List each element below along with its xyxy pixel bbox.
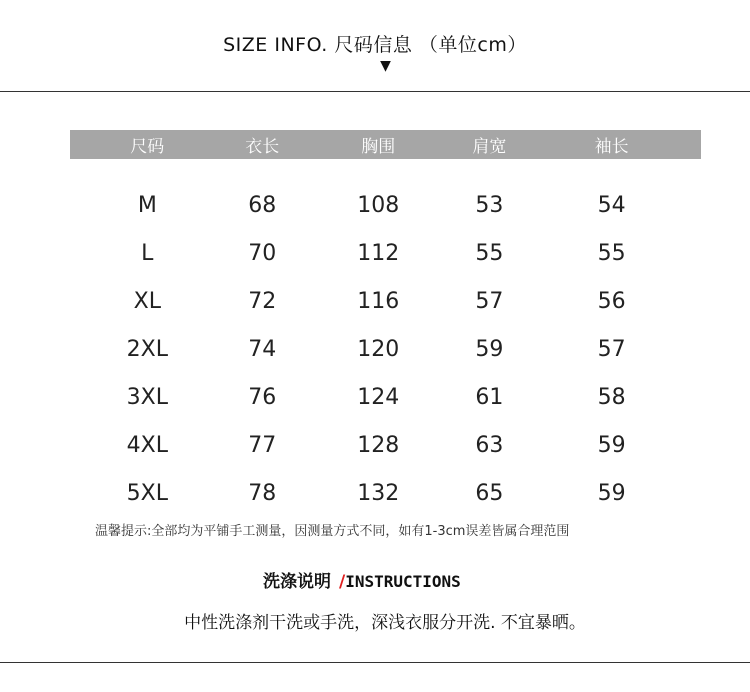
table-row [70,469,701,517]
table-row [70,229,701,277]
wash-heading-en: INSTRUCTIONS [345,572,461,591]
size-table [70,130,701,517]
sleeve-cell: 57 [597,336,626,362]
size-cell: 3XL [126,384,168,410]
sleeve-cell: 59 [597,432,626,458]
size-table-header [70,130,701,159]
table-row [70,325,701,373]
sleeve-cell: 56 [597,288,626,314]
down-arrow-icon: ▼ [380,58,391,74]
chest-cell: 132 [357,480,400,506]
bottom-divider [0,662,750,663]
sleeve-cell: 59 [597,480,626,506]
chest-cell: 128 [357,432,400,458]
table-row [70,181,701,229]
chest-cell: 116 [357,288,400,314]
shoulder-cell: 65 [475,480,504,506]
length-cell: 78 [248,480,277,506]
wash-instructions-heading [263,567,461,592]
shoulder-cell: 63 [475,432,504,458]
table-row [70,373,701,421]
chest-cell: 120 [357,336,400,362]
column-header-length: 衣长 [245,137,280,157]
column-header-sleeve: 袖长 [594,137,629,157]
shoulder-cell: 53 [475,192,504,218]
column-header-shoulder: 肩宽 [472,137,507,157]
length-cell: 68 [248,192,277,218]
length-cell: 77 [248,432,277,458]
slash-separator: / [339,572,346,592]
size-cell: 2XL [126,336,168,362]
shoulder-cell: 55 [475,240,504,266]
length-cell: 72 [248,288,277,314]
column-header-chest: 胸围 [361,137,396,157]
size-cell: 4XL [126,432,168,458]
shoulder-cell: 57 [475,288,504,314]
wash-heading-cn: 洗涤说明 [263,572,331,592]
size-cell: L [141,240,154,266]
length-cell: 76 [248,384,277,410]
chest-cell: 124 [357,384,400,410]
table-row [70,421,701,469]
wash-instructions-text: 中性洗涤剂干洗或手洗，深浅衣服分开洗. 不宜暴晒。 [184,613,586,633]
measurement-note: 温馨提示:全部均为平铺手工测量，因测量方式不同，如有1-3cm误差皆属合理范围 [95,524,570,539]
top-divider [0,91,750,92]
sleeve-cell: 54 [597,192,626,218]
shoulder-cell: 61 [475,384,504,410]
sleeve-cell: 55 [597,240,626,266]
chest-cell: 112 [357,240,400,266]
page-title: SIZE INFO. 尺码信息 （单位cm） [223,34,527,56]
length-cell: 70 [248,240,277,266]
length-cell: 74 [248,336,277,362]
size-table-body [70,159,701,517]
column-header-size: 尺码 [130,137,165,157]
table-row [70,277,701,325]
size-cell: XL [133,288,161,314]
size-cell: 5XL [126,480,168,506]
shoulder-cell: 59 [475,336,504,362]
size-cell: M [137,192,157,218]
sleeve-cell: 58 [597,384,626,410]
chest-cell: 108 [357,192,400,218]
